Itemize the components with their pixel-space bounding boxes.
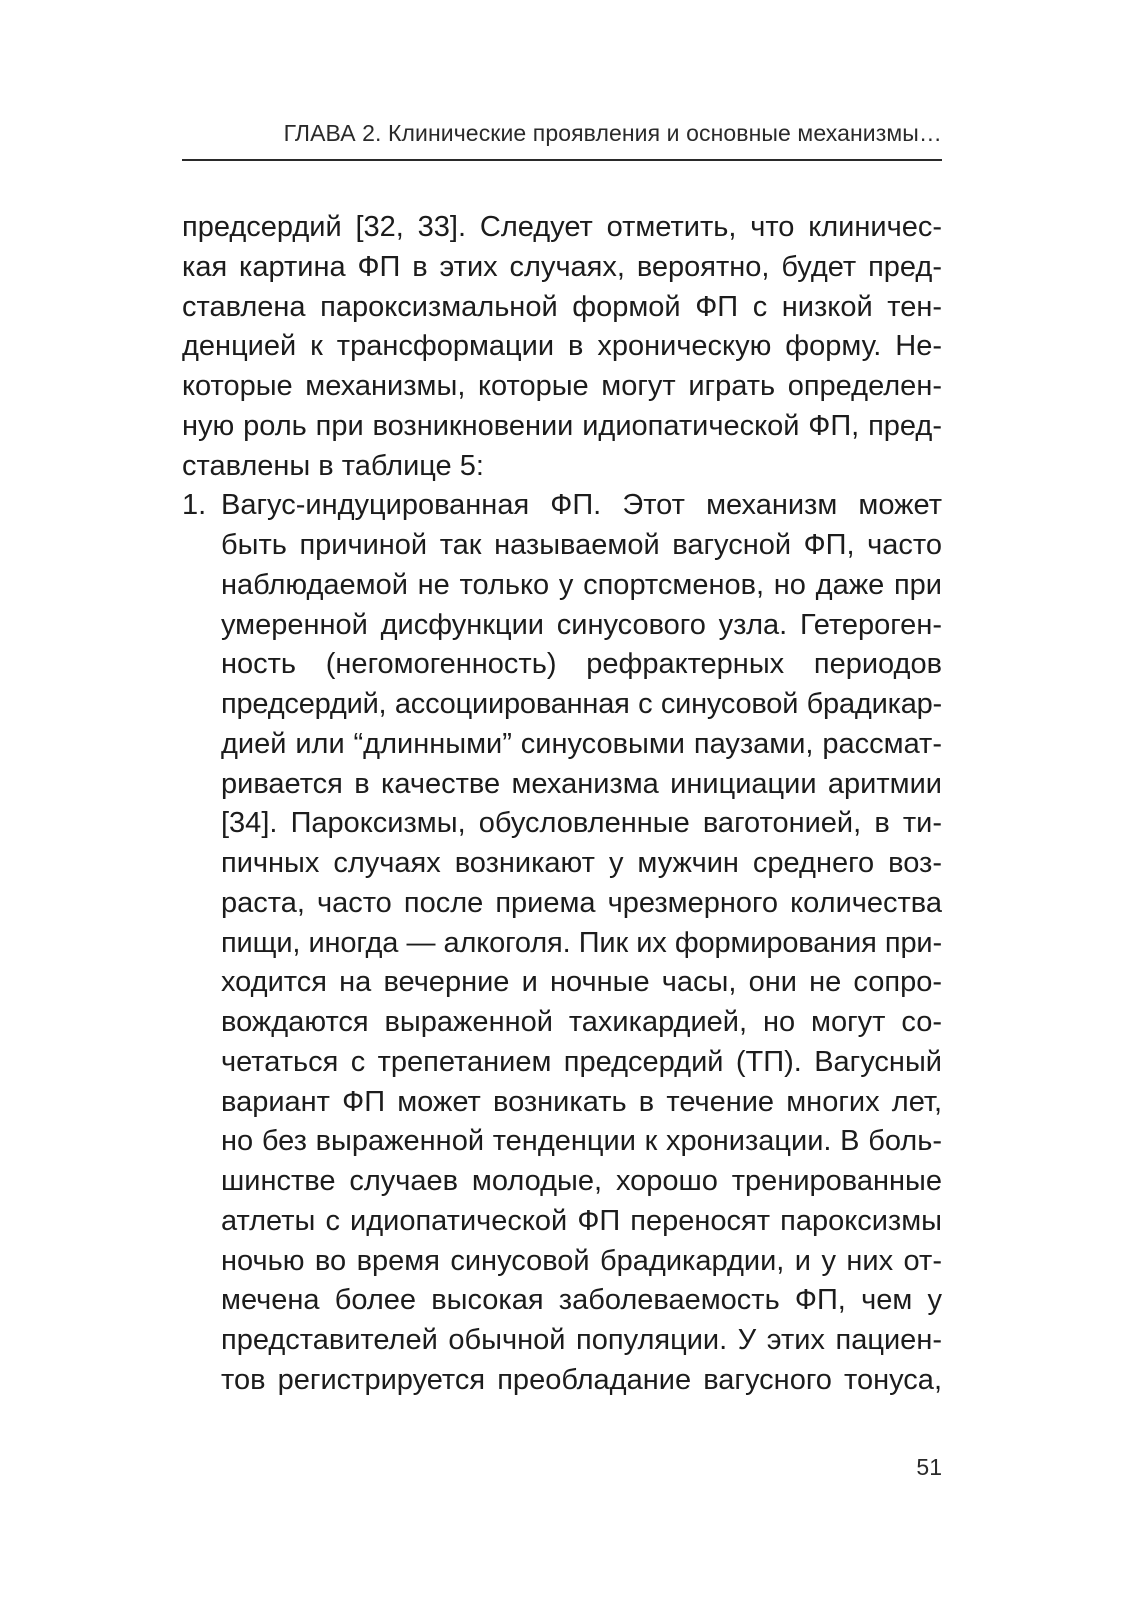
- text-line: шинстве случаев молодые, хорошо тренированные: [221, 1165, 942, 1197]
- list-item: [221, 486, 942, 1400]
- running-title: ГЛАВА 2. Клинические проявления и основные механизмы…: [283, 120, 942, 146]
- text-line: ставлена пароксизмальной формой ФП с низкой тен-: [182, 290, 942, 323]
- text-line: пичных случаях возникают у мужчин среднего воз-: [221, 847, 942, 879]
- text-line: Вагус-индуцированная ФП. Этот механизм может: [221, 489, 942, 522]
- text-line: ходится на вечерние и ночные часы, они не сопро-: [221, 966, 942, 999]
- text-line: вождаются выраженной тахикардией, но могут со-: [221, 1006, 942, 1038]
- running-header: [182, 117, 942, 161]
- page-body: [182, 208, 942, 1401]
- text-line: но без выраженной тенденции к хронизации. В боль-: [221, 1125, 942, 1158]
- text-line: предсердий [32, 33]. Следует отметить, что клиничес-: [182, 211, 942, 243]
- text-line: ставлены в таблице 5:: [182, 449, 484, 482]
- text-line: [34]. Пароксизмы, обусловленные ваготонией, в ти-: [221, 807, 942, 840]
- text-line: вариант ФП может возникать в течение многих лет,: [221, 1085, 942, 1118]
- text-line: быть причиной так называемой вагусной ФП, часто: [221, 529, 942, 561]
- text-line: тов регистрируется преобладание вагусного тонуса,: [221, 1363, 942, 1396]
- text-line: которые механизмы, которые могут играть определен-: [182, 370, 942, 402]
- paragraph: [182, 208, 942, 486]
- list-marker: 1.: [182, 489, 207, 522]
- text-line: четаться с трепетанием предсердий (ТП). Вагусный: [221, 1045, 942, 1078]
- text-line: ночью во время синусовой брадикардии, и у них от-: [221, 1244, 942, 1277]
- page-number: 51: [916, 1454, 942, 1480]
- text-line: пищи, иногда — алкоголя. Пик их формирования при-: [221, 926, 942, 959]
- text-line: кая картина ФП в этих случаях, вероятно, будет пред-: [182, 250, 942, 283]
- text-line: представителей обычной популяции. У этих пациен-: [221, 1324, 942, 1356]
- text-line: предсердий, ассоциированная с синусовой брадикар-: [221, 688, 942, 720]
- text-line: ность (негомогенность) рефрактерных периодов: [221, 648, 942, 681]
- text-line: ривается в качестве механизма инициации аритмии: [221, 767, 942, 800]
- text-line: денцией к трансформации в хроническую форму. Не-: [182, 330, 942, 363]
- text-line: дией или “длинными” синусовыми паузами, рассмат-: [221, 727, 942, 760]
- text-line: раста, часто после приема чрезмерного количества: [221, 886, 942, 919]
- text-line: умеренной дисфункции синусового узла. Гетероген-: [221, 608, 942, 641]
- numbered-list: [182, 486, 942, 1400]
- text-line: мечена более высокая заболеваемость ФП, чем у: [221, 1284, 942, 1317]
- text-line: наблюдаемой не только у спортсменов, но даже при: [221, 568, 942, 601]
- text-line: атлеты с идиопатической ФП переносят пароксизмы: [221, 1204, 942, 1237]
- text-line: ную роль при возникновении идиопатической ФП, пред-: [182, 409, 942, 442]
